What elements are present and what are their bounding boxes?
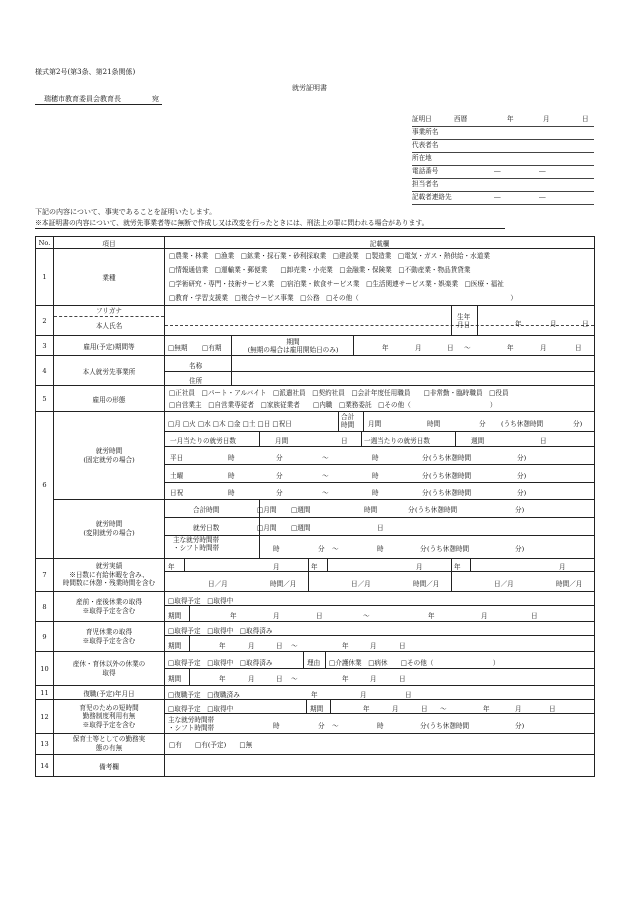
contact-field[interactable]: 記載者連絡先 ― ― — [412, 191, 594, 205]
phone-field[interactable]: 電話番号 ― ― — [412, 165, 594, 179]
representative-field[interactable]: 代表者名 — [412, 139, 594, 153]
row-name: 2 フリガナ 本人氏名 生年 月日 年 月 日 — [36, 306, 595, 336]
remarks-field[interactable] — [165, 755, 595, 777]
row-industry: 1 業種 □農業・林業 □漁業 □鉱業・採石業・砂利採取業 □建設業 □製造業 □電気・ガス・熱供給・水道業 □情報通信業 □運輸業・郵便業 □卸売業・小売業 □金融業・保険業 □不動産業・物品賃貸業 □学術研究・専門・技術サービス業 □宿泊業・飲食サービス業 □生活関連サービス業・娯楽業 □医療・福祉 □教育・学習支援業 □複合サービス事業 □公務 □その他（ ） — [36, 249, 595, 306]
row-return-date: 11 復職(予定)年月日 □復職予定 □復職済み 年 月 日 — [36, 686, 595, 700]
statement-underline — [35, 228, 505, 229]
row-employment-period: 3 雇用(予定)期間等 □無期 □有期 期間 (無期の場合は雇用開始日のみ) 年 月 日 ～ 年 月 日 — [36, 336, 595, 356]
document-title: 就労証明書 — [292, 84, 327, 92]
address-field[interactable]: 所在地 — [412, 152, 594, 166]
row-employment-type: 5 雇用の形態 □正社員 □パート・アルバイト □派遣社員 □契約社員 □会計年度任用職員 □非常勤・臨時職員 □役員 □自営業主 □自営業専従者 □家族従業者 □内職 □業務委託 □その他（ ） — [36, 386, 595, 412]
row-workplace: 4 本人就労先事業所 名称 住所 — [36, 356, 595, 386]
row-maternity-leave: 8 産前・産後休業の取得 ※取得予定を含む □取得予定 □取得中 期間 年 月 日 ～ 年 月 日 — [36, 592, 595, 622]
industry-options[interactable]: □農業・林業 □漁業 □鉱業・採石業・砂利採取業 □建設業 □製造業 □電気・ガス・熱供給・水道業 □情報通信業 □運輸業・郵便業 □卸売業・小売業 □金融業・保険業 □不動産業・物品賃貸業 □学術研究・専門・技術サービス業 □宿泊業・飲食サービス業 □生活関連サービス業・娯楽業 □医療・福祉 □教育・学習支援業 □複合サービス事業 □公務 □その他（ ） — [165, 249, 595, 306]
business-name-field[interactable]: 事業所名 — [412, 126, 594, 140]
name-field[interactable]: 生年 月日 年 月 日 — [165, 306, 595, 336]
certificate-table — [35, 236, 595, 777]
row-nursery-worker: 13 保育士等としての勤務実 態の有無 □有 □有(予定) □無 — [36, 734, 595, 755]
addressee-underline — [35, 104, 162, 105]
table-header: No. 項目 記載欄 — [36, 237, 595, 249]
row-childcare-leave: 9 育児休業の取得 ※取得予定を含む □取得予定 □取得中 □取得済み 期間 年 月 日 ～ 年 月 日 — [36, 622, 595, 652]
row-short-time-work: 12 育児のための短時間 勤務制度利用有無 ※取得予定を含む □取得予定 □取得中 期間 年 月 日 ～ 年 月 日 主な就労時間帯 ・シフト時間帯 時 分 ～ 時 分 (うち休憩時間 分) — [36, 700, 595, 734]
cert-date-row[interactable]: 証明日 西暦 年 月 日 — [412, 113, 594, 127]
form-number: 様式第2号(第3条、第21条関係) — [35, 68, 136, 76]
person-in-charge-field[interactable]: 担当者名 — [412, 178, 594, 192]
addressee-suffix: 宛 — [152, 95, 159, 103]
statement-line-2: ※本証明書の内容について、就労先事業者等に無断で作成し又は改変を行ったときには、刑法上の罪に問われる場合があります。 — [35, 219, 429, 227]
row-working-hours: 6 就労時間 (固定就労の場合) 就労時間 (変則就労の場合) □月 □火 □水 □木 □金 □土 □日 □祝日 合計 時間 月間 時間 分 (うち休憩時間 分) 一月当たりの就労日数 月間 日 一週当たりの就労日数 週間 日 平日 土曜 日祝 時 時 時 分 分 分 ～ ～ ～ 時 時 時 分 分 分 (うち休憩時間 (うち休憩時間 (うち休憩時間 分) 分) 分) 合計時間 □月間 □週間 時間 分 (うち休憩時間 分) 就労日数 □月間 □週間 日 主な就労時間帯 ・シフト時間帯 時 分 ～ 時 分 (うち休憩時間 分) — [36, 412, 595, 559]
row-other-leave: 10 産休・育休以外の休業の 取得 □取得予定 □取得中 □取得済み 理由 □介護休業 □病休 □その他（ ） 期間 年 月 日 ～ 年 月 日 — [36, 652, 595, 686]
row-remarks: 14 備考欄 — [36, 755, 595, 777]
addressee: 瑞穂市教育委員会教育長 — [44, 95, 121, 103]
statement-line-1: 下記の内容について、事実であることを証明いたします。 — [35, 208, 217, 216]
row-actual-results: 7 就労実績 ※日数に有給休暇を含み、 時間数に休憩・残業時間を含む 年 月 年 月 年 月 日／月 時間／月 日／月 時間／月 日／月 時間／月 — [36, 559, 595, 592]
